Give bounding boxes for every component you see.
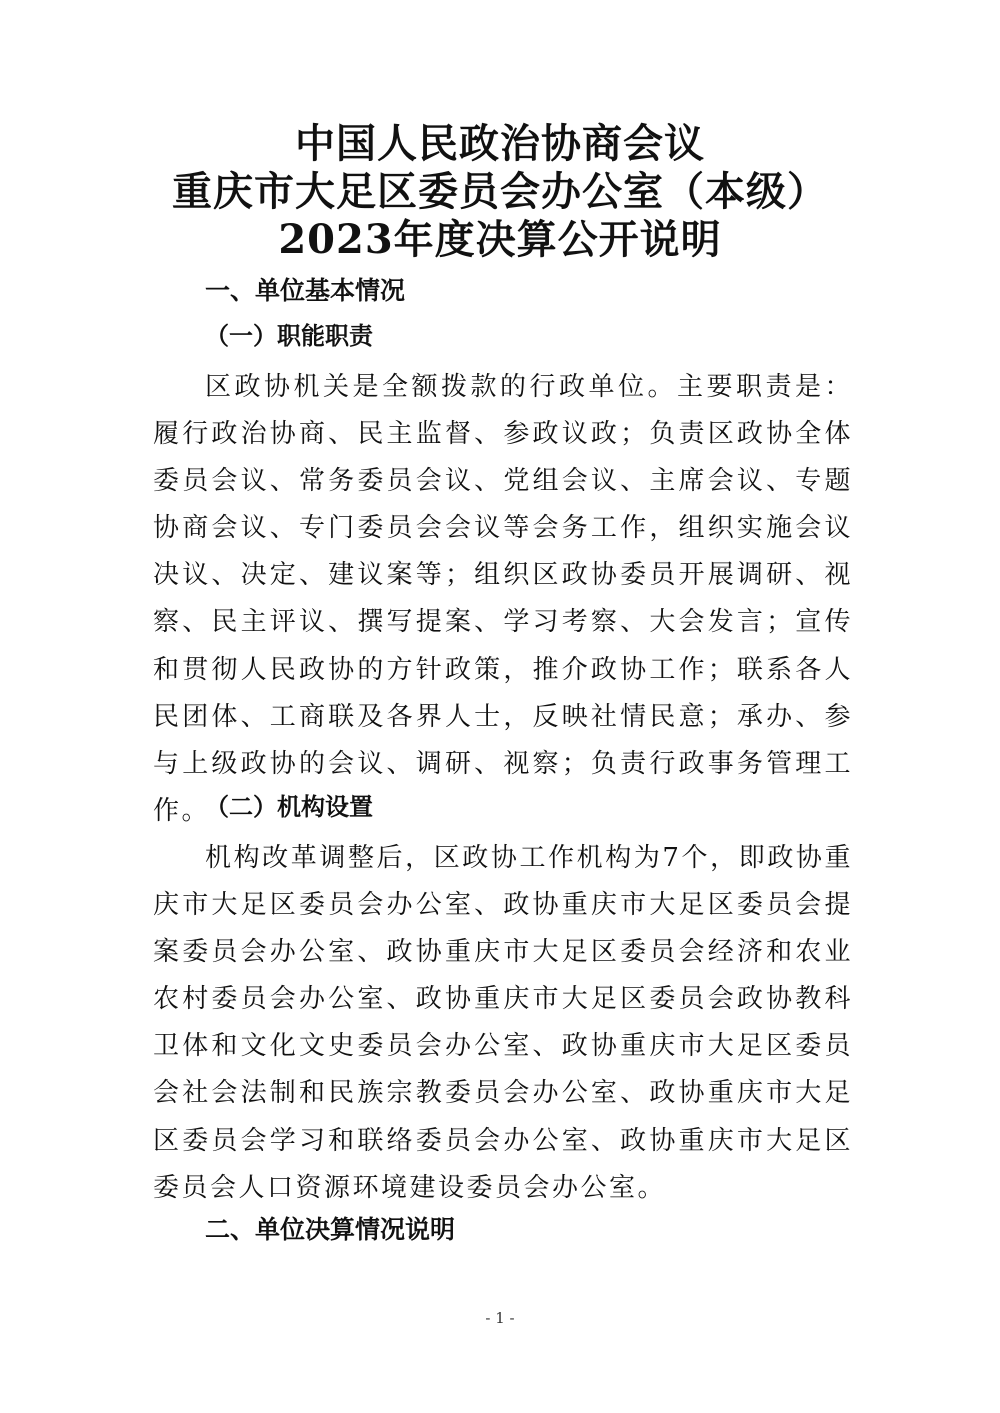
- document-title-line-3: 2023年度决算公开说明: [278, 216, 722, 263]
- section-heading-basic-info: 一、单位基本情况: [205, 276, 406, 305]
- functions-paragraph: 区政协机关是全额拨款的行政单位。主要职责是：履行政治协商、民主监督、参政议政；负责区政协全体委员会议、常务委员会议、党组会议、主席会议、专题协商会议、专门委员会会议等会务工作，组织实施会议决议、决定、建议案等；组织区政协委员开展调研、视察、民主评议、撰写提案、学习考察、大会发言；宣传和贯彻人民政协的方针政策，推介政协工作；联系各人民团体、工商联及各界人士，反映社情民意；承办、参与上级政协的会议、调研、视察；负责行政事务管理工作。: [153, 372, 853, 826]
- subsection-heading-structure: （二）机构设置: [205, 793, 373, 821]
- page-number: - 1 -: [485, 1309, 515, 1327]
- subsection-heading-functions: （一）职能职责: [205, 322, 373, 350]
- document-title-line-1: 中国人民政治协商会议: [295, 120, 705, 167]
- structure-paragraph: 机构改革调整后，区政协工作机构为7个，即政协重庆市大足区委员会办公室、政协重庆市大足区委员会提案委员会办公室、政协重庆市大足区委员会经济和农业农村委员会办公室、政协重庆市大足区委员会政协教科卫体和文化文史委员会办公室、政协重庆市大足区委员会社会法制和民族宗教委员会办公室、政协重庆市大足区委员会学习和联络委员会办公室、政协重庆市大足区委员会人口资源环境建设委员会办公室。: [153, 843, 853, 1203]
- document-title-line-2: 重庆市大足区委员会办公室（本级）: [172, 168, 828, 215]
- section-heading-final-accounts: 二、单位决算情况说明: [205, 1215, 456, 1244]
